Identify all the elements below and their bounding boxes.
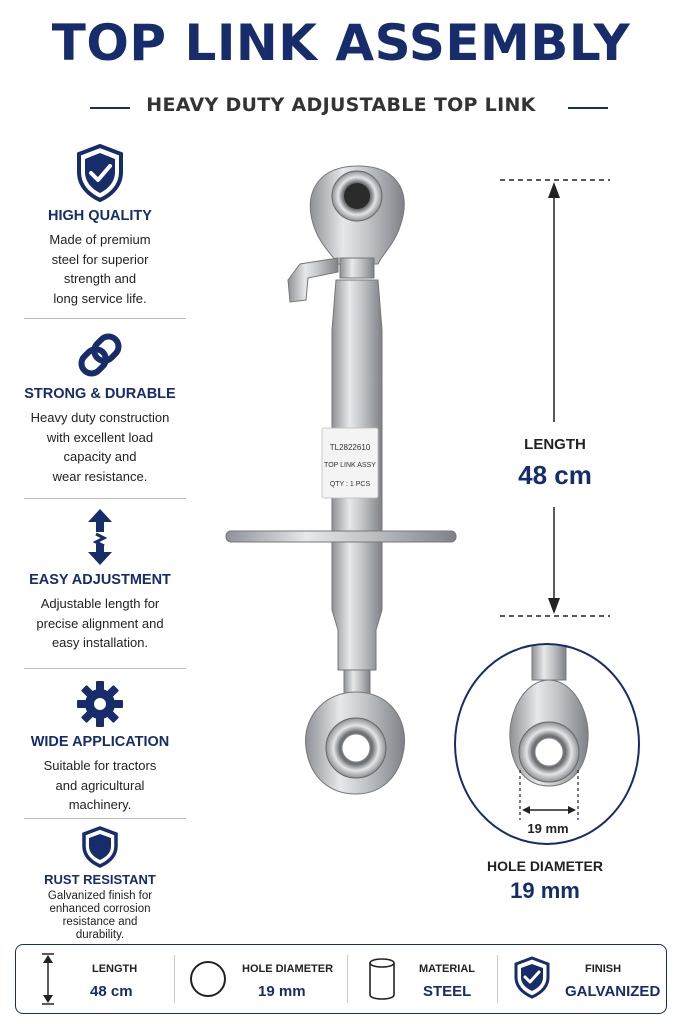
feature-line: strength and	[63, 271, 137, 286]
feature-divider	[24, 318, 186, 319]
feature-title: RUST RESISTANT	[44, 872, 156, 887]
vertical-arrows-icon	[86, 508, 114, 566]
feature-line: Made of premium	[49, 232, 151, 247]
feature-title: WIDE APPLICATION	[30, 734, 170, 750]
shield-icon	[81, 826, 119, 868]
feature-strong-durable	[14, 330, 186, 486]
spec-hole-diameter	[176, 945, 348, 1012]
spec-length	[16, 945, 176, 1012]
feature-line: Suitable for tractors	[43, 758, 157, 773]
spec-label: MATERIAL	[419, 963, 476, 975]
subtitle: HEAVY DUTY ADJUSTABLE TOP LINK	[146, 94, 536, 116]
hole-diameter-value: 19 mm	[510, 878, 580, 903]
feature-title: EASY ADJUSTMENT	[29, 572, 171, 588]
spec-bar	[15, 944, 667, 1014]
subtitle-row	[0, 94, 682, 120]
hole-detail-measure: 19 mm	[527, 821, 569, 836]
tag-line-quantity: QTY : 1 PCS	[329, 481, 371, 488]
cylinder-icon	[367, 957, 397, 1001]
feature-line: steel for superior	[51, 251, 149, 267]
feature-high-quality	[14, 144, 186, 308]
spec-divider	[174, 955, 175, 1003]
feature-line: Heavy duty construction	[30, 410, 170, 425]
top-link-product-image	[210, 160, 460, 810]
length-value: 48 cm	[518, 460, 592, 490]
spec-finish	[499, 945, 665, 1012]
feature-line: Adjustable length for	[40, 596, 160, 611]
feature-line: durability.	[75, 929, 125, 941]
spec-label: HOLE DIAMETER	[242, 963, 334, 975]
feature-description	[14, 230, 186, 308]
length-label: LENGTH	[524, 436, 586, 453]
feature-easy-adjustment	[14, 508, 186, 653]
feature-line: with excellent load	[46, 429, 154, 445]
tag-line-description: TOP LINK ASSY	[324, 462, 376, 469]
spec-divider	[347, 955, 348, 1003]
spec-value: 48 cm	[90, 983, 133, 1000]
feature-rust-resistant	[14, 826, 186, 942]
length-dimension	[490, 172, 620, 622]
feature-description	[14, 890, 186, 942]
feature-description	[14, 756, 186, 815]
feature-line: capacity and	[63, 449, 137, 464]
spec-value: STEEL	[423, 983, 472, 1000]
feature-title: STRONG & DURABLE	[24, 386, 176, 402]
feature-line: Galvanized finish for	[47, 890, 153, 902]
feature-line: precise alignment and	[36, 615, 164, 631]
page-title: TOP LINK ASSEMBLY	[51, 14, 631, 72]
shield-check-icon	[75, 144, 125, 202]
spec-label: FINISH	[585, 963, 622, 975]
hole-diameter-label: HOLE DIAMETER	[487, 858, 603, 874]
spec-material	[349, 945, 497, 1012]
vertical-arrow-icon	[40, 953, 56, 1005]
feature-wide-application	[14, 680, 186, 815]
tag-line-part-number: TL2822610	[329, 443, 371, 452]
feature-description	[14, 408, 186, 486]
spec-value: GALVANIZED	[565, 983, 661, 1000]
spec-divider	[497, 955, 498, 1003]
feature-line: enhanced corrosion	[49, 903, 151, 915]
shield-check-icon	[513, 956, 551, 1000]
feature-line: long service life.	[53, 290, 147, 306]
feature-divider	[24, 668, 186, 669]
feature-divider	[24, 498, 186, 499]
spec-value: 19 mm	[258, 983, 306, 1000]
circle-icon	[188, 959, 228, 999]
feature-divider	[24, 818, 186, 819]
feature-line: easy installation.	[51, 635, 149, 650]
feature-description	[14, 594, 186, 653]
feature-line: resistance and	[62, 916, 138, 928]
spec-label: LENGTH	[92, 963, 138, 975]
feature-line: machinery.	[68, 797, 132, 812]
feature-line: and agricultural	[55, 777, 145, 793]
gear-icon	[76, 680, 124, 728]
feature-title: HIGH QUALITY	[48, 208, 152, 224]
feature-line: wear resistance.	[52, 468, 148, 484]
subtitle-right-rule	[568, 107, 608, 109]
chain-link-icon	[74, 330, 126, 380]
